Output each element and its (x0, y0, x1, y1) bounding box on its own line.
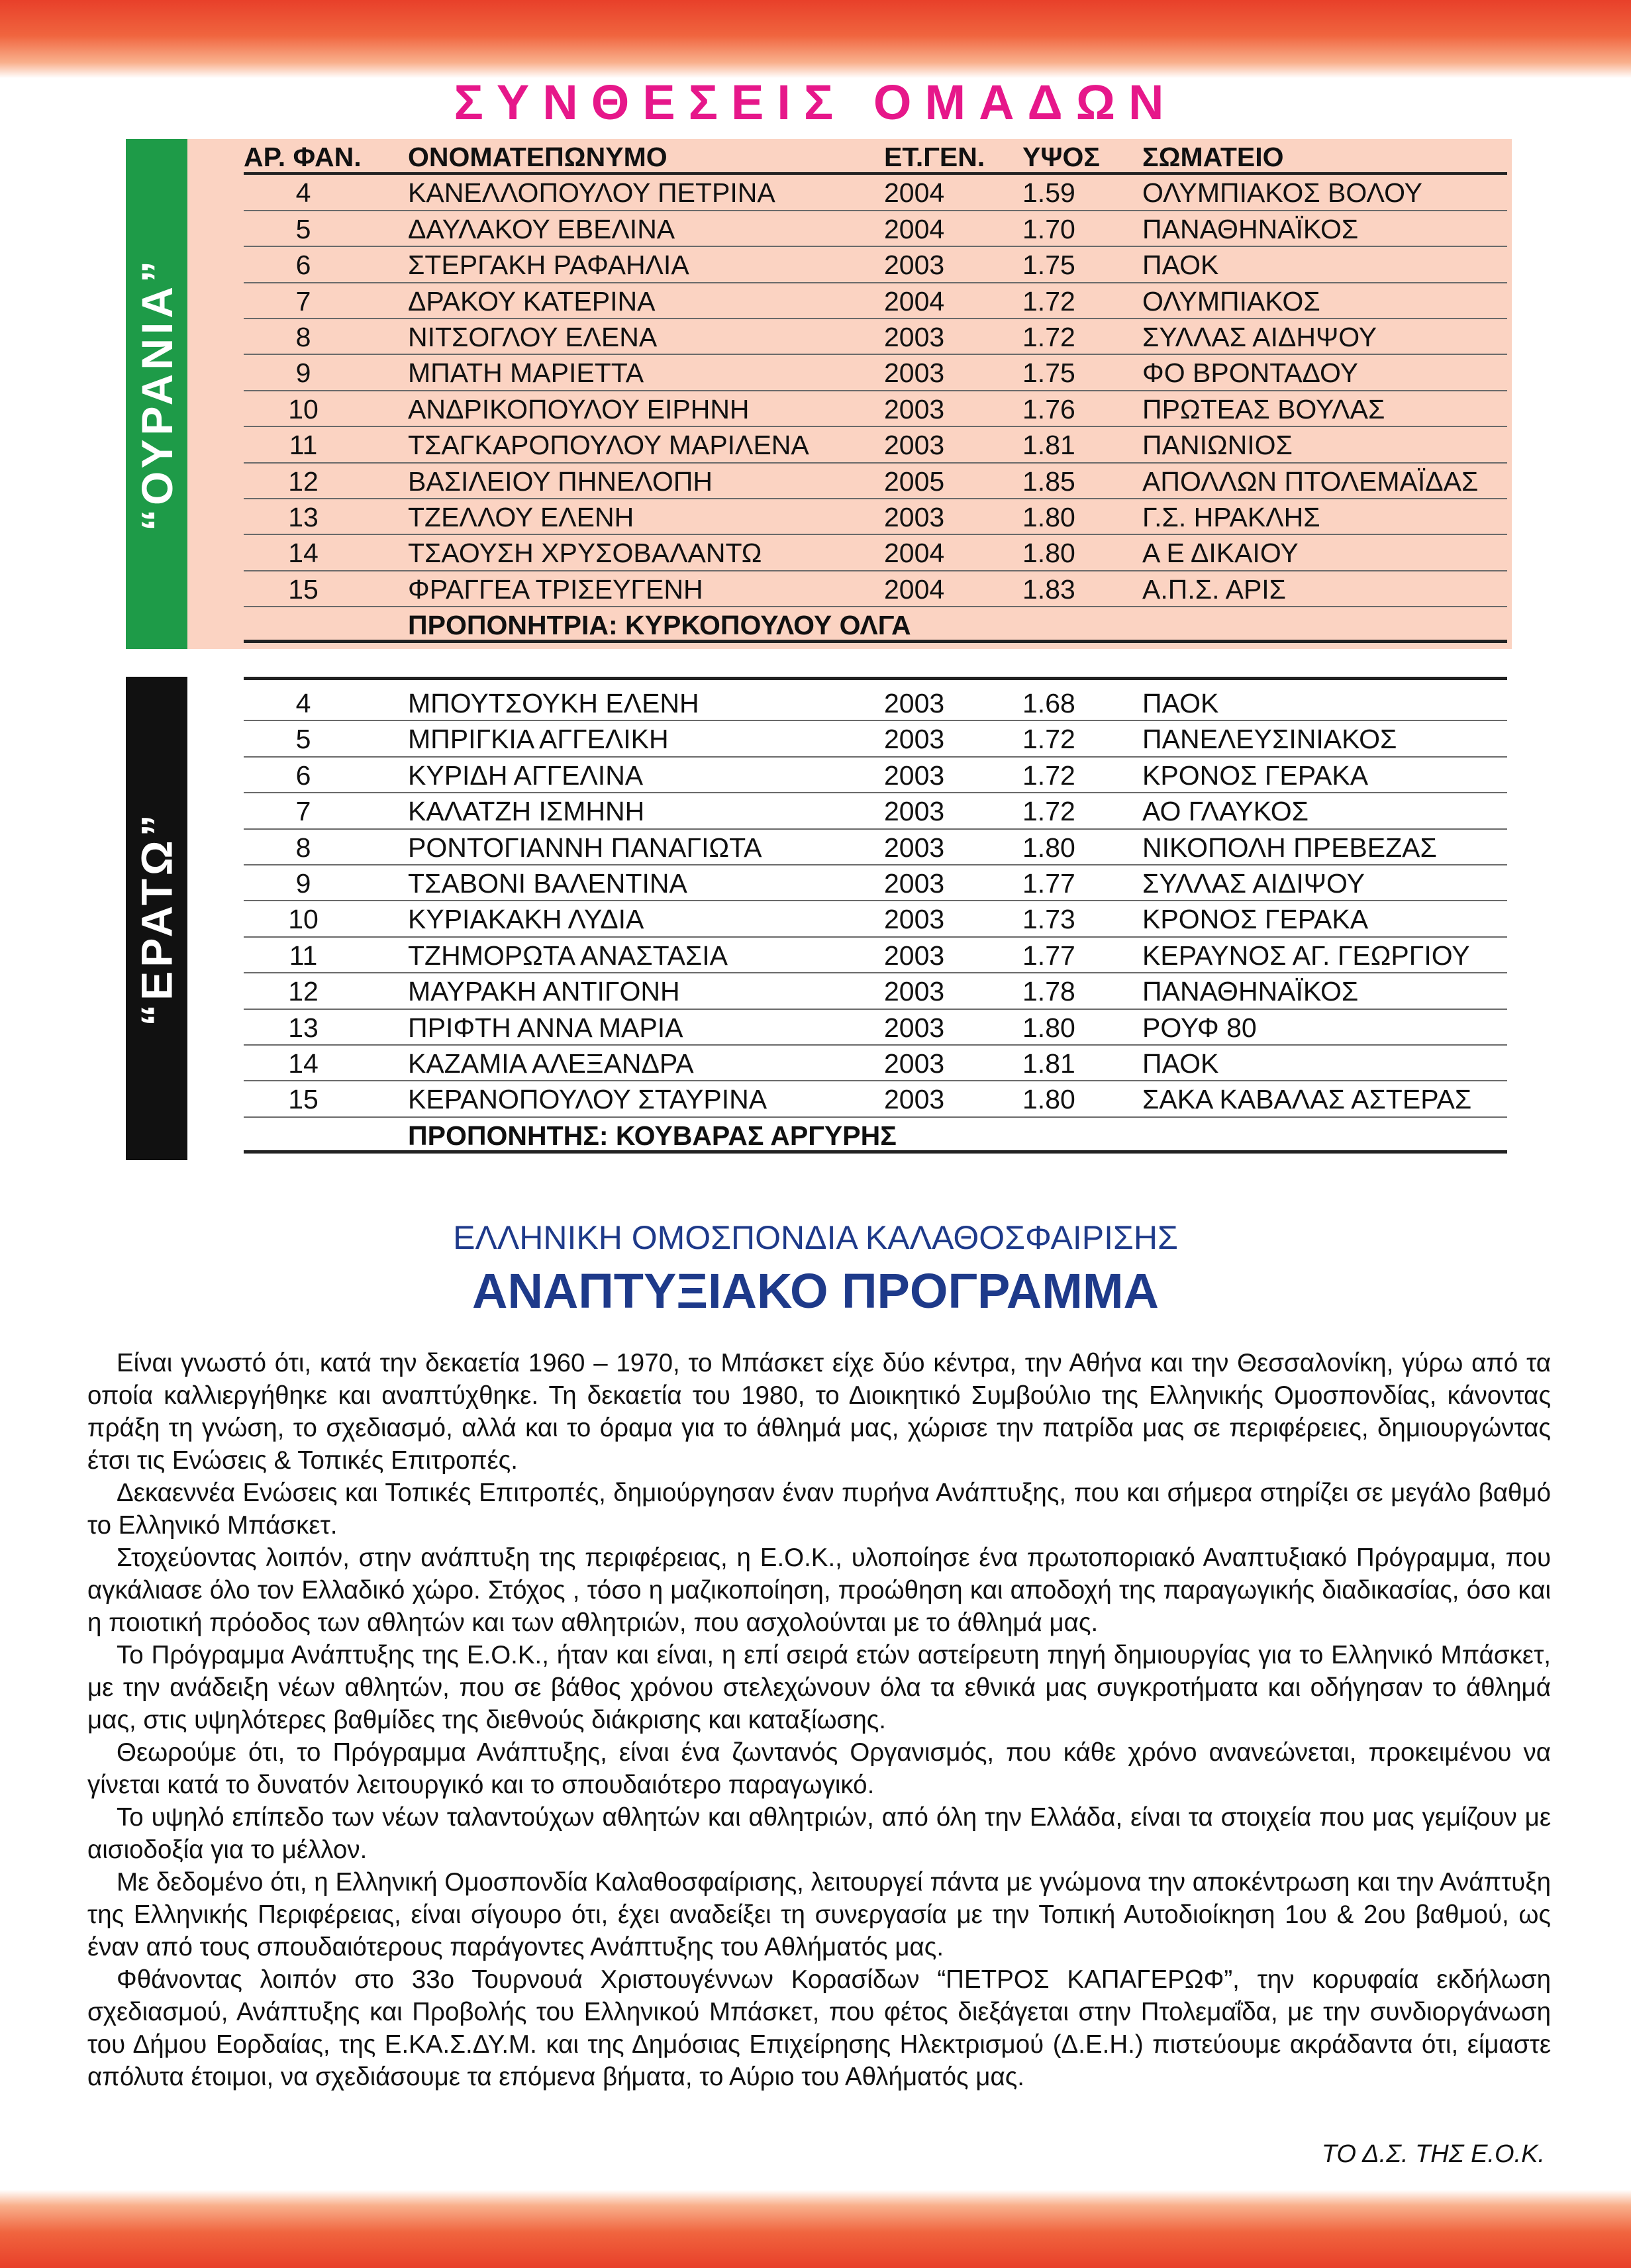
player-height: 1.72 (1022, 760, 1075, 791)
table-row (244, 283, 1507, 319)
table-row (244, 938, 1507, 973)
player-name: ΝΙΤΣΟΓΛΟΥ ΕΛΕΝΑ (408, 321, 658, 352)
player-number: 5 (295, 724, 311, 755)
player-height: 1.68 (1022, 688, 1075, 718)
player-height: 1.72 (1022, 321, 1075, 352)
team-name-erato: “ΕΡΑΤΩ” (132, 811, 181, 1026)
player-birth-year: 2003 (884, 430, 945, 461)
player-birth-year: 2003 (884, 976, 945, 1007)
article-paragraph: Δεκαεννέα Ενώσεις και Τοπικές Επιτροπές, δημιούργησαν έναν πυρήνα Ανάπτυξης, που και σήμερα στηρίζει σε μεγάλο βαθμό το Ελληνικό Μπάσκετ. (87, 1479, 1551, 1540)
table-row (244, 499, 1507, 535)
player-height: 1.80 (1022, 1012, 1075, 1043)
header-club: ΣΩΜΑΤΕΙΟ (1142, 142, 1284, 172)
player-birth-year: 2004 (884, 213, 945, 244)
player-birth-year: 2003 (884, 501, 945, 532)
roster-table-erato (244, 677, 1507, 1154)
table-row (244, 355, 1507, 391)
table-row (244, 758, 1507, 793)
player-height: 1.75 (1022, 250, 1075, 281)
player-height: 1.81 (1022, 430, 1075, 461)
player-height: 1.80 (1022, 538, 1075, 569)
player-birth-year: 2003 (884, 321, 945, 352)
player-birth-year: 2003 (884, 358, 945, 389)
header-name: ΟΝΟΜΑΤΕΠΩΝΥΜΟ (408, 142, 667, 172)
player-name: ΜΠΡΙΓΚΙΑ ΑΓΓΕΛΙΚΗ (408, 724, 669, 755)
player-height: 1.75 (1022, 358, 1075, 389)
player-number: 7 (295, 796, 311, 827)
federation-name: ΕΛΛΗΝΙΚΗ ΟΜΟΣΠΟΝΔΙΑ ΚΑΛΑΘΟΣΦΑΙΡΙΣΗΣ (453, 1219, 1178, 1256)
table-row (244, 535, 1507, 571)
player-birth-year: 2003 (884, 724, 945, 755)
player-name: ΚΥΡΙΑΚΑΚΗ ΛΥΔΙΑ (408, 904, 644, 935)
player-name: ΔΑΥΛΑΚΟΥ ΕΒΕΛΙΝΑ (408, 213, 675, 244)
player-number: 4 (295, 688, 311, 718)
player-club: ΠΑΝΕΛΕΥΣΙΝΙΑΚΟΣ (1142, 724, 1397, 755)
player-birth-year: 2003 (884, 688, 945, 718)
table-row (244, 1010, 1507, 1046)
player-height: 1.78 (1022, 976, 1075, 1007)
player-club: ΑΠΟΛΛΩΝ ΠΤΟΛΕΜΑΪΔΑΣ (1142, 466, 1479, 497)
player-club: Γ.Σ. ΗΡΑΚΛΗΣ (1142, 501, 1320, 532)
article-paragraph: Το Πρόγραμμα Ανάπτυξης της Ε.Ο.Κ., ήταν και είναι, η επί σειρά ετών αστείρευτη πηγή δημιουργίας για το Ελληνικό Μπάσκετ, με την ανάδειξη νέων αθλητών, που σε βάθος χρόνου στελεχώνουν όλα τα εθνικά μας συγκροτήματα και οδήγησαν το άθλημά μας, στις υψηλότερες βαθμίδες της διεθνούς διάκρισης και καταξίωσης. (87, 1641, 1551, 1734)
player-height: 1.72 (1022, 285, 1075, 317)
player-birth-year: 2003 (884, 760, 945, 791)
player-club: ΣΥΛΛΑΣ ΑΙΔΙΨΟΥ (1142, 867, 1365, 899)
player-height: 1.77 (1022, 867, 1075, 899)
player-name: ΚΑΖΑΜΙΑ ΑΛΕΞΑΝΔΡΑ (408, 1048, 694, 1079)
player-name: ΤΣΑΟΥΣΗ ΧΡΥΣΟΒΑΛΑΝΤΩ (408, 538, 762, 569)
player-height: 1.85 (1022, 466, 1075, 497)
team-label-ourania (126, 139, 187, 649)
player-number: 7 (295, 285, 311, 317)
table-row (244, 901, 1507, 937)
player-club: Α.Π.Σ. ΑΡΙΣ (1142, 573, 1287, 605)
top-decorative-band (0, 0, 1631, 78)
player-name: ΚΑΝΕΛΛΟΠΟΥΛΟΥ ΠΕΤΡΙΝΑ (408, 177, 775, 209)
player-birth-year: 2003 (884, 796, 945, 827)
player-name: ΡΟΝΤΟΓΙΑΝΝΗ ΠΑΝΑΓΙΩΤΑ (408, 832, 762, 863)
player-number: 10 (288, 393, 319, 424)
player-number: 11 (289, 430, 318, 461)
player-birth-year: 2005 (884, 466, 945, 497)
player-club: ΚΡΟΝΟΣ ΓΕΡΑΚΑ (1142, 904, 1369, 935)
player-name: ΠΡΙΦΤΗ ΑΝΝΑ ΜΑΡΙΑ (408, 1012, 683, 1043)
player-name: ΤΣΑΒΟΝΙ ΒΑΛΕΝΤΙΝΑ (408, 867, 687, 899)
player-number: 11 (289, 940, 318, 971)
player-height: 1.59 (1022, 177, 1075, 209)
program-title: ΑΝΑΠΤΥΞΙΑΚΟ ΠΡΟΓΡΑΜΜΑ (472, 1263, 1159, 1318)
player-number: 10 (288, 904, 319, 935)
player-height: 1.83 (1022, 573, 1075, 605)
player-name: ΜΠΑΤΗ ΜΑΡΙΕΤΤΑ (408, 358, 644, 389)
player-number: 13 (288, 501, 319, 532)
player-name: ΜΑΥΡΑΚΗ ΑΝΤΙΓΟΝΗ (408, 976, 680, 1007)
roster-table-ourania (244, 139, 1507, 643)
player-birth-year: 2004 (884, 285, 945, 317)
coach-row-ourania (244, 607, 1507, 643)
player-name: ΤΣΑΓΚΑΡΟΠΟΥΛΟΥ ΜΑΡΙΛΕΝΑ (408, 430, 809, 461)
table-row (244, 865, 1507, 901)
bottom-decorative-band (0, 2190, 1631, 2268)
player-club: ΝΙΚΟΠΟΛΗ ΠΡΕΒΕΖΑΣ (1142, 832, 1437, 863)
player-club: ΦΟ ΒΡΟΝΤΑΔΟΥ (1142, 358, 1358, 389)
header-number: ΑΡ. ΦΑΝ. (244, 142, 362, 172)
player-height: 1.80 (1022, 832, 1075, 863)
player-birth-year: 2003 (884, 393, 945, 424)
table-row (244, 1046, 1507, 1081)
player-club: ΠΡΩΤΕΑΣ ΒΟΥΛΑΣ (1142, 393, 1385, 424)
player-club: ΣΥΛΛΑΣ ΑΙΔΗΨΟΥ (1142, 321, 1377, 352)
article-paragraph: Θεωρούμε ότι, το Πρόγραμμα Ανάπτυξης, είναι ένα ζωντανός Οργανισμός, που κάθε χρόνο ανανεώνεται, προκειμένου να γίνεται κατά το δυνατόν λειτουργικό και το σπουδαιότερο παραγωγικό. (87, 1738, 1551, 1799)
player-name: ΣΤΕΡΓΑΚΗ ΡΑΦΑΗΛΙΑ (408, 250, 689, 281)
player-club: ΑΟ ΓΛΑΥΚΟΣ (1142, 796, 1309, 827)
player-birth-year: 2004 (884, 573, 945, 605)
player-birth-year: 2003 (884, 1084, 945, 1115)
player-birth-year: 2003 (884, 1012, 945, 1043)
table-row (244, 211, 1507, 247)
table-row (244, 319, 1507, 355)
player-club: ΡΟΥΦ 80 (1142, 1012, 1257, 1043)
player-name: ΦΡΑΓΓΕΑ ΤΡΙΣΕΥΓΕΝΗ (408, 573, 703, 605)
player-height: 1.81 (1022, 1048, 1075, 1079)
player-birth-year: 2003 (884, 940, 945, 971)
player-number: 4 (295, 177, 311, 209)
player-name: ΤΖΗΜΟΡΩΤΑ ΑΝΑΣΤΑΣΙΑ (408, 940, 728, 971)
article-paragraph: Είναι γνωστό ότι, κατά την δεκαετία 1960 – 1970, το Μπάσκετ είχε δύο κέντρα, την Αθήνα και την Θεσσαλονίκη, γύρω από τα οποία καλλιεργήθηκε και αναπτύχθηκε. Τη δεκαετία του 1980, το Διοικητικό Συμβούλιο της Ελληνικής Ομοσπονδίας, κάνοντας πράξη τη γνώση, το σχεδιασμό, αλλά και το όραμα για το άθλημά μας, χώρισε την πατρίδα μας σε περιφέρειες, δημιουργώντας έτσι τις Ενώσεις & Τοπικές Επιτροπές. (87, 1349, 1551, 1475)
player-name: ΚΥΡΙΔΗ ΑΓΓΕΛΙΝΑ (408, 760, 644, 791)
player-height: 1.76 (1022, 393, 1075, 424)
article-paragraph: Φθάνοντας λοιπόν στο 33ο Τουρνουά Χριστουγέννων Κορασίδων “ΠΕΤΡΟΣ ΚΑΠΑΓΕΡΩΦ”, την κορυφαία εκδήλωση σχεδιασμού, Ανάπτυξης και Προβολής του Ελληνικού Μπάσκετ, που φέτος διεξάγεται στην Πτολεμαΐδα, με την συνδιοργάνωση του Δήμου Εορδαίας, της Ε.ΚΑ.Σ.ΔΥ.Μ. και της Δημόσιας Επιχείρησης Ηλεκτρισμού (Δ.Ε.Η.) πιστεύουμε ακράδαντα ότι, είμαστε απόλυτα έτοιμοι, να σχεδιάσουμε τα επόμενα βήματα, το Αύριο του Αθλήματός μας. (87, 1965, 1551, 2091)
player-name: ΒΑΣΙΛΕΙΟΥ ΠΗΝΕΛΟΠΗ (408, 466, 713, 497)
player-height: 1.72 (1022, 724, 1075, 755)
player-number: 15 (288, 1084, 319, 1115)
table-row (244, 571, 1507, 607)
player-number: 14 (288, 538, 319, 569)
player-number: 12 (288, 466, 319, 497)
player-number: 8 (295, 832, 311, 863)
player-number: 14 (288, 1048, 319, 1079)
table-row (244, 247, 1507, 283)
article-paragraph: Στοχεύοντας λοιπόν, στην ανάπτυξη της περιφέρειας, η Ε.Ο.Κ., υλοποίησε ένα πρωτοποριακό Αναπτυξιακό Πρόγραμμα, που αγκάλιασε όλο τον Ελλαδικό χώρο. Στόχος , τόσο η μαζικοποίηση, προώθηση και αποδοχή της παραγωγικής διαδικασίας, όσο και η ποιοτική πρόοδος των αθλητών και των αθλητριών, που ασχολούνται με το άθλημά μας. (87, 1544, 1551, 1637)
player-height: 1.80 (1022, 501, 1075, 532)
coach-name-ourania: ΠΡΟΠΟΝΗΤΡΙΑ: ΚΥΡΚΟΠΟΥΛΟΥ ΟΛΓΑ (408, 610, 911, 641)
table-row (244, 175, 1507, 211)
table-row (244, 973, 1507, 1009)
player-number: 9 (295, 358, 311, 389)
player-club: ΟΛΥΜΠΙΑΚΟΣ ΒΟΛΟΥ (1142, 177, 1422, 209)
table-row (244, 427, 1507, 463)
player-name: ΜΠΟΥΤΣΟΥΚΗ ΕΛΕΝΗ (408, 688, 699, 718)
player-birth-year: 2004 (884, 538, 945, 569)
table-row (244, 721, 1507, 757)
signature: ΤΟ Δ.Σ. ΤΗΣ Ε.Ο.Κ. (1321, 2140, 1545, 2168)
coach-name-erato: ΠΡΟΠΟΝΗΤΗΣ: ΚΟΥΒΑΡΑΣ ΑΡΓΥΡΗΣ (408, 1120, 897, 1151)
table-row (244, 1081, 1507, 1117)
player-club: ΠΑΟΚ (1142, 688, 1219, 718)
table-row (244, 830, 1507, 865)
header-birth-year: ΕΤ.ΓΕΝ. (884, 142, 985, 172)
coach-row-erato (244, 1118, 1507, 1154)
article-paragraph: Με δεδομένο ότι, η Ελληνική Ομοσπονδία Καλαθοσφαίρισης, λειτουργεί πάντα με γνώμονα την αποκέντρωση και την Ανάπτυξη της Ελληνικής Περιφέρειας, είναι σίγουρο ότι, έχει αναδείξει τη συνεργασία με την Τοπική Αυτοδιοίκηση 1ου & 2ου βαθμού, ως έναν από τους σπουδαιότερους παράγοντες Ανάπτυξης του Αθλήματός μας. (87, 1868, 1551, 1961)
player-club: Α Ε ΔΙΚΑΙΟΥ (1142, 538, 1299, 569)
table-row (244, 464, 1507, 499)
page-title: ΣΥΝΘΕΣΕΙΣ ΟΜΑΔΩΝ (454, 75, 1177, 130)
player-height: 1.77 (1022, 940, 1075, 971)
player-number: 13 (288, 1012, 319, 1043)
player-club: ΠΑΟΚ (1142, 1048, 1219, 1079)
player-height: 1.73 (1022, 904, 1075, 935)
player-name: ΚΑΛΑΤΖΗ ΙΣΜΗΝΗ (408, 796, 645, 827)
player-height: 1.70 (1022, 213, 1075, 244)
article-paragraph: Το υψηλό επίπεδο των νέων ταλαντούχων αθλητών και αθλητριών, από όλη την Ελλάδα, είναι τα στοιχεία που μας γεμίζουν με αισιοδοξία για το μέλλον. (87, 1803, 1551, 1864)
team-label-erato (126, 677, 187, 1160)
player-name: ΤΖΕΛΛΟΥ ΕΛΕΝΗ (408, 501, 634, 532)
player-number: 8 (295, 321, 311, 352)
player-name: ΚΕΡΑΝΟΠΟΥΛΟΥ ΣΤΑΥΡΙΝΑ (408, 1084, 767, 1115)
player-birth-year: 2003 (884, 832, 945, 863)
player-rows-erato (244, 685, 1507, 1118)
table-row (244, 391, 1507, 427)
player-number: 15 (288, 573, 319, 605)
player-club: ΠΑΟΚ (1142, 250, 1219, 281)
team-name-ourania: “ΟΥΡΑΝΙΑ” (132, 257, 181, 531)
player-birth-year: 2004 (884, 177, 945, 209)
player-club: ΣΑΚΑ ΚΑΒΑΛΑΣ ΑΣΤΕΡΑΣ (1142, 1084, 1472, 1115)
table-row (244, 793, 1507, 829)
player-club: ΠΑΝΑΘΗΝΑΪΚΟΣ (1142, 976, 1359, 1007)
table-row (244, 685, 1507, 721)
player-club: ΠΑΝΑΘΗΝΑΪΚΟΣ (1142, 213, 1359, 244)
player-number: 12 (288, 976, 319, 1007)
player-rows-ourania (244, 175, 1507, 607)
player-name: ΑΝΔΡΙΚΟΠΟΥΛΟΥ ΕΙΡΗΝΗ (408, 393, 750, 424)
article-body (87, 1347, 1551, 2093)
header-height: ΥΨΟΣ (1022, 142, 1101, 172)
player-number: 6 (295, 250, 311, 281)
player-height: 1.80 (1022, 1084, 1075, 1115)
player-birth-year: 2003 (884, 867, 945, 899)
player-birth-year: 2003 (884, 250, 945, 281)
player-club: ΚΕΡΑΥΝΟΣ ΑΓ. ΓΕΩΡΓΙΟΥ (1142, 940, 1470, 971)
player-name: ΔΡΑΚΟΥ ΚΑΤΕΡΙΝΑ (408, 285, 656, 317)
player-birth-year: 2003 (884, 1048, 945, 1079)
player-number: 9 (295, 867, 311, 899)
player-birth-year: 2003 (884, 904, 945, 935)
player-number: 5 (295, 213, 311, 244)
player-club: ΚΡΟΝΟΣ ΓΕΡΑΚΑ (1142, 760, 1369, 791)
player-height: 1.72 (1022, 796, 1075, 827)
player-club: ΟΛΥΜΠΙΑΚΟΣ (1142, 285, 1320, 317)
player-club: ΠΑΝΙΩΝΙΟΣ (1142, 430, 1293, 461)
player-number: 6 (295, 760, 311, 791)
table-header-row (244, 139, 1507, 175)
